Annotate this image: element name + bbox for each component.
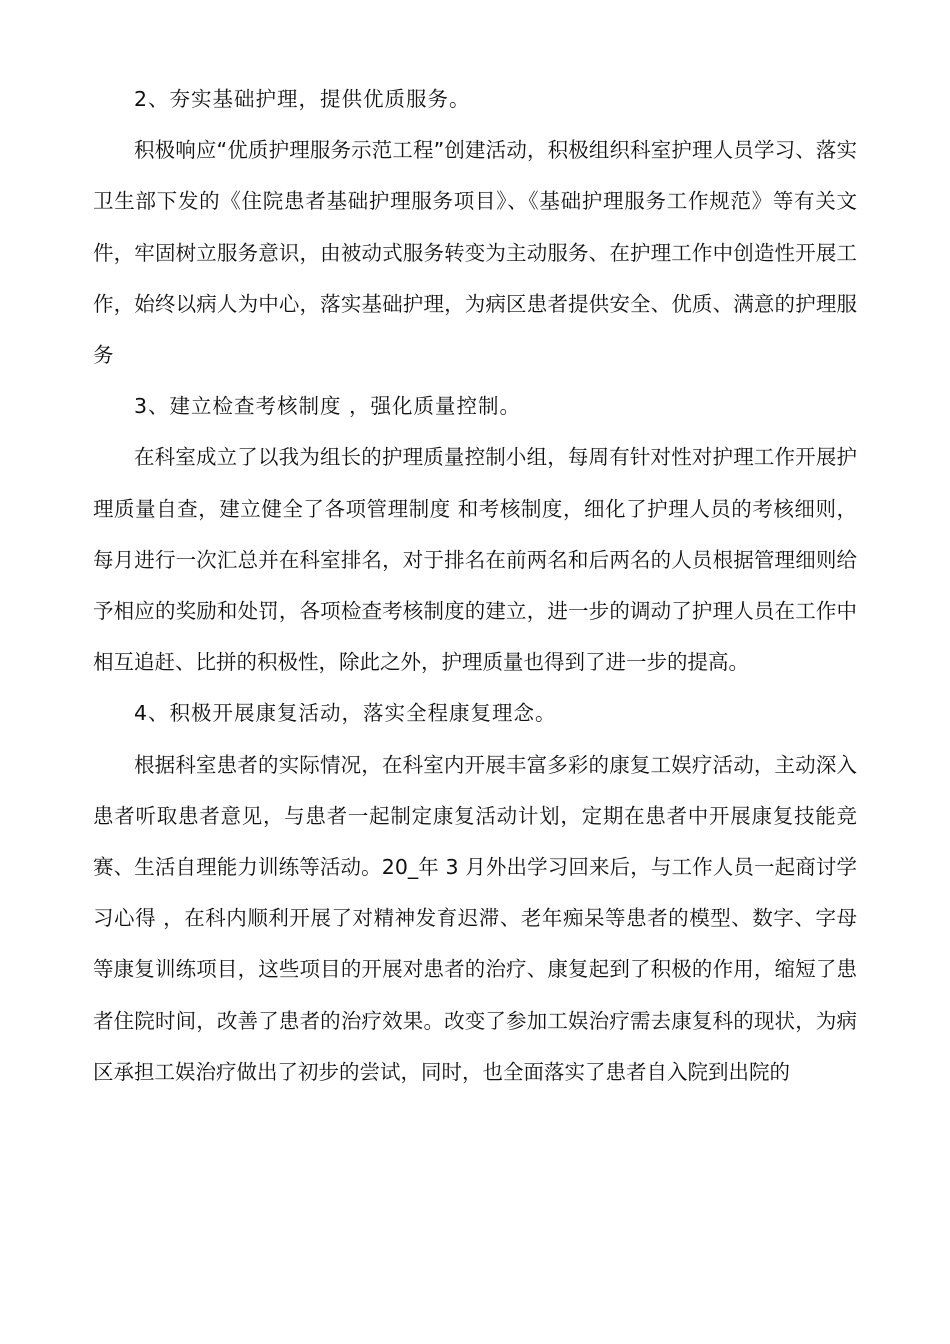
section-heading-2: 2、夯实基础护理，提供优质服务。 bbox=[134, 87, 471, 111]
section-heading-3: 3、建立检查考核制度 ，强化质量控制。 bbox=[134, 394, 522, 419]
section-heading-4: 4、积极开展康复活动，落实全程康复理念。 bbox=[134, 701, 557, 726]
paragraph-quality-control: 在科室成立了以我为组长的护理质量控制小组，每周有针对性对护理工作开展护理质量自查，建立健全了各项管理制度 和考核制度，细化了护理人员的考核细则，每月进行一次汇总并在科室排名，对于排名在前两名和后两名的人员根据管理细则给予相应的奖励和处罚，各项检查考核制度的建立，进一步的调动了护理人员在工作中相互追赶、比拼的积极性，除此之外，护理质量也得到了进一步的提高。 bbox=[93, 445, 857, 675]
paragraph-basic-nursing: 积极响应“优质护理服务示范工程”创建活动，积极组织科室护理人员学习、落实卫生部下发的《住院患者基础护理服务项目》、《基础护理服务工作规范》等有关文件，牢固树立服务意识，由被动式服务转变为主动服务、在护理工作中创造性开展工作，始终以病人为中心，落实基础护理，为病区患者提供安全、优质、满意的护理服务 bbox=[93, 138, 857, 368]
document-body bbox=[93, 74, 857, 1098]
paragraph-rehabilitation: 根据科室患者的实际情况，在科室内开展丰富多彩的康复工娱疗活动，主动深入患者听取患者意见，与患者一起制定康复活动计划，定期在患者中开展康复技能竞赛、生活自理能力训练等活动。20_年 3 月外出学习回来后，与工作人员一起商讨学习心得 ，在科内顺利开展了对精神发育迟滞、老年痴呆等患者的模型、数字、字母等康复训练项目，这些项目的开展对患者的治疗、康复起到了积极的作用，缩短了患者住院时间，改善了患者的治疗效果。改变了参加工娱治疗需去康复科的现状，为病区承担工娱治疗做出了初步的尝试，同时，也全面落实了患者自入院到出院的 bbox=[93, 752, 857, 1084]
